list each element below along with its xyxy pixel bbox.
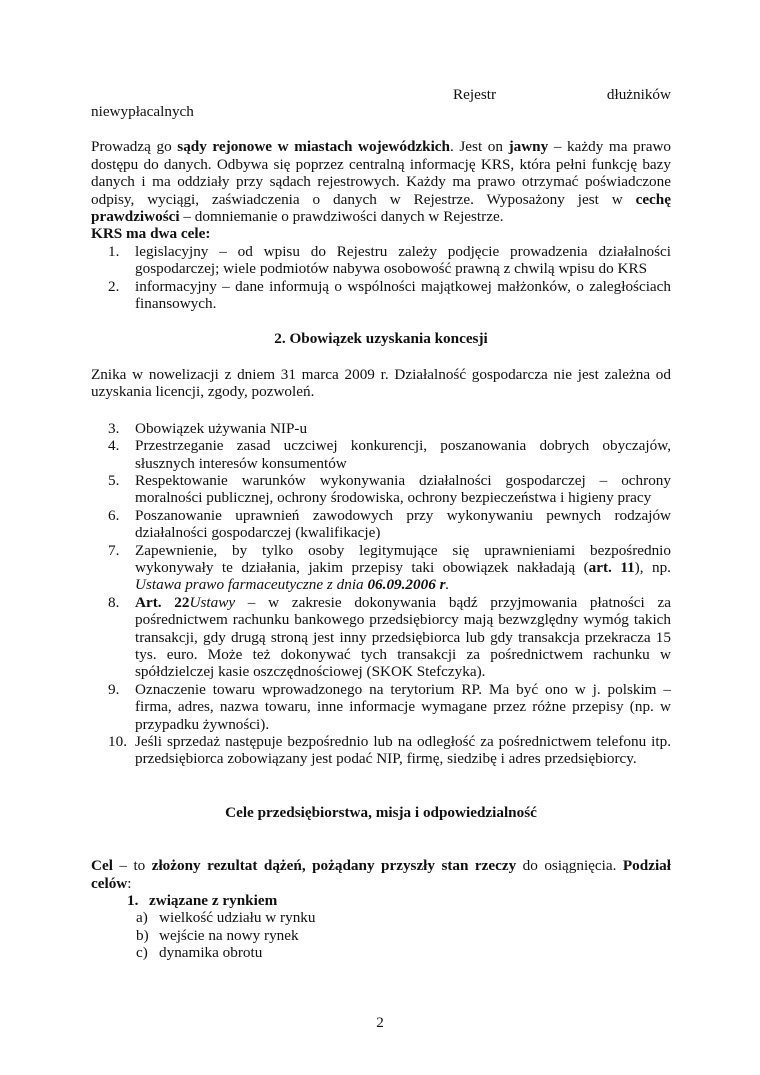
list-item: 4. Przestrzeganie zasad uczciwej konkurencji, poszanowania dobrych obyczajów, słusznych interesów konsumentów	[108, 437, 671, 472]
list-item: b) wejście na nowy rynek	[136, 926, 299, 944]
title-word-niewyplacalnych: niewypłacalnych	[91, 103, 194, 120]
list-item: 3. Obowiązek używania NIP-u	[108, 419, 308, 437]
market-goals-list	[136, 909, 671, 961]
goals-subheading: 1. związane z rynkiem	[127, 892, 278, 910]
goals-paragraph: Cel – to złożony rezultat dążeń, pożądany przyszły stan rzeczy do osiągnięcia. Podział celów:	[91, 857, 671, 892]
obligations-list	[108, 420, 671, 768]
list-item: 7. Zapewnienie, by tylko osoby legitymujące się uprawnieniami bezpośrednio wykonywały te działania, jakim przepisy taki obowiązek nakładają (art. 11), np. Ustawa prawo farmaceutyczne z dnia 06.09.2006 r.	[108, 541, 671, 594]
section-heading-goals: Cele przedsiębiorstwa, misja i odpowiedzialność	[225, 803, 537, 821]
document-page	[91, 86, 671, 962]
krs-goals-list	[108, 243, 671, 313]
list-item: 5. Respektowanie warunków wykonywania działalności gospodarczej – ochrony moralności publicznej, ochrony środowiska, ochrony bezpieczeństwa i higieny pracy	[108, 471, 671, 507]
list-item: c) dynamika obrotu	[136, 944, 263, 962]
page-number: 2	[376, 1014, 384, 1031]
krs-heading: KRS ma dwa cele:	[91, 225, 211, 243]
intro-paragraph: Prowadzą go sądy rejonowe w miastach wojewódzkich. Jest on jawny – każdy ma prawo dostępu do danych. Odbywa się poprzez centralną informację KRS, która pełni funkcję bazy danych i ma oddziały przy sądach rejestrowych. Każdy ma prawo otrzymać poświadczone odpisy, wyciągi, zaświadczenia o danych w Rejestrze. Wyposażony jest w cechę prawdziwości – domniemanie o prawdziwości danych w Rejestrze.	[91, 138, 672, 226]
list-item: 1. legislacyjny – od wpisu do Rejestru zależy podjęcie prowadzenia działalności gospodarczej; wiele podmiotów nabywa osobowość prawną z chwilą wpisu do KRS	[108, 242, 671, 278]
list-item: 9. Oznaczenie towaru wprowadzonego na terytorium RP. Ma być ono w j. polskim – firma, adres, nazwa towaru, inne informacje wymagane przez różne przepisy (np. w przypadku żywności).	[108, 680, 671, 733]
list-item: 6. Poszanowanie uprawnień zawodowych przy wykonywaniu pewnych rodzajów działalności gospodarczej (kwalifikacje)	[108, 506, 671, 542]
title-word-rejestr: Rejestr	[453, 86, 497, 103]
list-item: 2. informacyjny – dane informują o wspólności majątkowej małżonków, o zaległościach finansowych.	[108, 277, 671, 313]
title-word-dluznikow: dłużników	[606, 86, 671, 103]
list-item: 8. Art. 22Ustawy – w zakresie dokonywania bądź przyjmowania płatności za pośrednictwem rachunku bankowego przedsiębiorcy mają bezwzględny wymóg takich transakcji, gdy drugą stroną jest inny przedsiębiorca lub gdy transakcja przekracza 15 tys. euro. Może też dokonywać tych transakcji za pośrednictwem rachunku w spółdzielczej kasie oszczędnościowej (SKOK Stefczyka).	[108, 593, 671, 681]
concession-paragraph: Znika w nowelizacji z dniem 31 marca 2009 r. Działalność gospodarcza nie jest zależna od uzyskania licencji, zgody, pozwoleń.	[91, 365, 671, 401]
list-item: a) wielkość udziału w rynku	[136, 909, 316, 927]
list-item: 10. Jeśli sprzedaż następuje bezpośrednio lub na odległość za pośrednictwem telefonu itp. przedsiębiorca zobowiązany jest podać NIP, firmę, siedzibę i adres przedsiębiorcy.	[108, 733, 671, 768]
section-heading-concession: 2. Obowiązek uzyskania koncesji	[274, 330, 488, 348]
register-title-line	[91, 86, 671, 103]
